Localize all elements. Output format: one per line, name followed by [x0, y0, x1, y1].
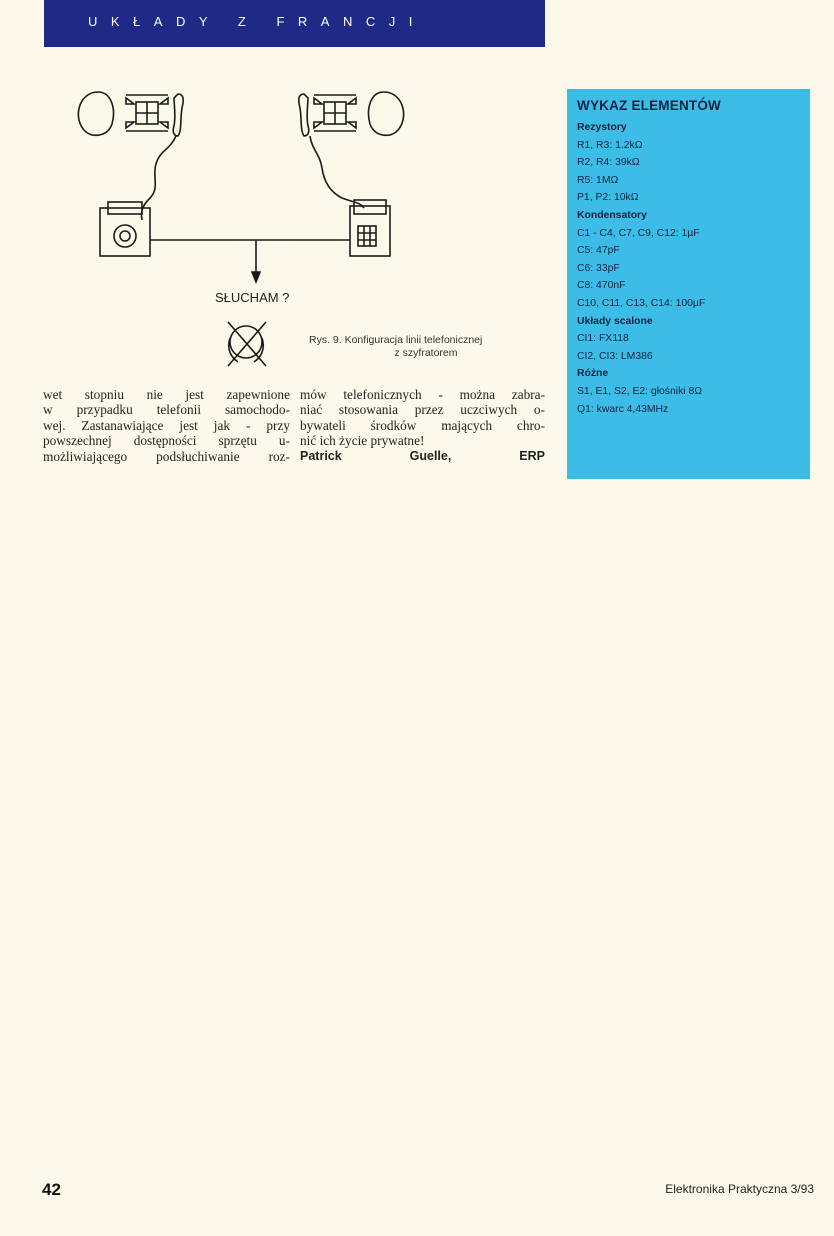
parts-entry: C6: 33pF — [577, 262, 620, 274]
right-head-icon — [369, 92, 404, 135]
parts-entry: CI2, CI3: LM386 — [577, 350, 653, 362]
body-column-1 — [43, 387, 290, 464]
parts-entry: CI1: FX118 — [577, 333, 629, 345]
caption-line-2: z szyfratorem — [394, 347, 458, 359]
page-number: 42 — [42, 1180, 61, 1199]
parts-list-title: WYKAZ ELEMENTÓW — [577, 98, 721, 113]
body-line: wej. Zastanawiające jest jak - przy — [43, 417, 290, 433]
figure-label: SŁUCHAM ? — [215, 290, 290, 305]
parts-entry: R1, R3: 1.2kΩ — [577, 139, 643, 151]
body-line: mów telefonicznych - można zabra- — [300, 387, 545, 402]
parts-entry: R5: 1MΩ — [577, 174, 619, 186]
section-title: UKŁADY Z FRANCJI — [88, 14, 426, 29]
parts-entry: C10, C11, C13, C14: 100µF — [577, 297, 706, 309]
magazine-footer: Elektronika Praktyczna 3/93 — [665, 1182, 814, 1196]
body-line: wet stopniu nie jest zapewnione — [43, 387, 290, 402]
body-line: bywateli środków mających chro- — [300, 417, 545, 433]
body-line: w przypadku telefonii samochodo- — [43, 402, 290, 418]
author-credit: Patrick Guelle, ERP — [300, 448, 545, 463]
left-rotary-phone-icon — [100, 202, 150, 256]
parts-entry: S1, E1, S2, E2: głośniki 8Ω — [577, 385, 703, 397]
parts-entry: Q1: kwarc 4,43MHz — [577, 403, 669, 415]
parts-list — [577, 98, 807, 418]
caption-line-1: Rys. 9. Konfiguracja linii telefonicznej — [309, 334, 483, 346]
right-keypad-phone-icon — [350, 200, 390, 256]
right-scrambler-icon — [314, 95, 356, 131]
left-head-icon — [78, 92, 113, 135]
parts-entry: C5: 47pF — [577, 245, 620, 257]
figure-caption — [309, 334, 543, 360]
body-line: nić ich życie prywatne! — [300, 433, 425, 449]
parts-category: Rezystory — [577, 122, 627, 133]
left-scrambler-icon — [126, 95, 168, 131]
body-line: powszechnej dostępności sprzętu u- — [43, 433, 290, 449]
parts-category: Kondensatory — [577, 209, 647, 221]
left-handset-icon — [173, 94, 183, 136]
right-handset-icon — [299, 94, 309, 136]
parts-category: Różne — [577, 368, 609, 380]
parts-entry: R2, R4: 39kΩ — [577, 157, 640, 169]
body-line: niać stosowania przez uczciwych o- — [300, 402, 545, 418]
crossed-eavesdropper-icon — [228, 322, 266, 366]
parts-category: Układy scalone — [577, 315, 653, 327]
parts-entry: P1, P2: 10kΩ — [577, 192, 639, 204]
parts-entry: C8: 470nF — [577, 280, 626, 292]
body-column-2 — [300, 387, 545, 464]
parts-entry: C1 - C4, C7, C9, C12: 1µF — [577, 227, 700, 239]
body-line: możliwiającego podsłuchiwanie roz- — [43, 448, 290, 464]
